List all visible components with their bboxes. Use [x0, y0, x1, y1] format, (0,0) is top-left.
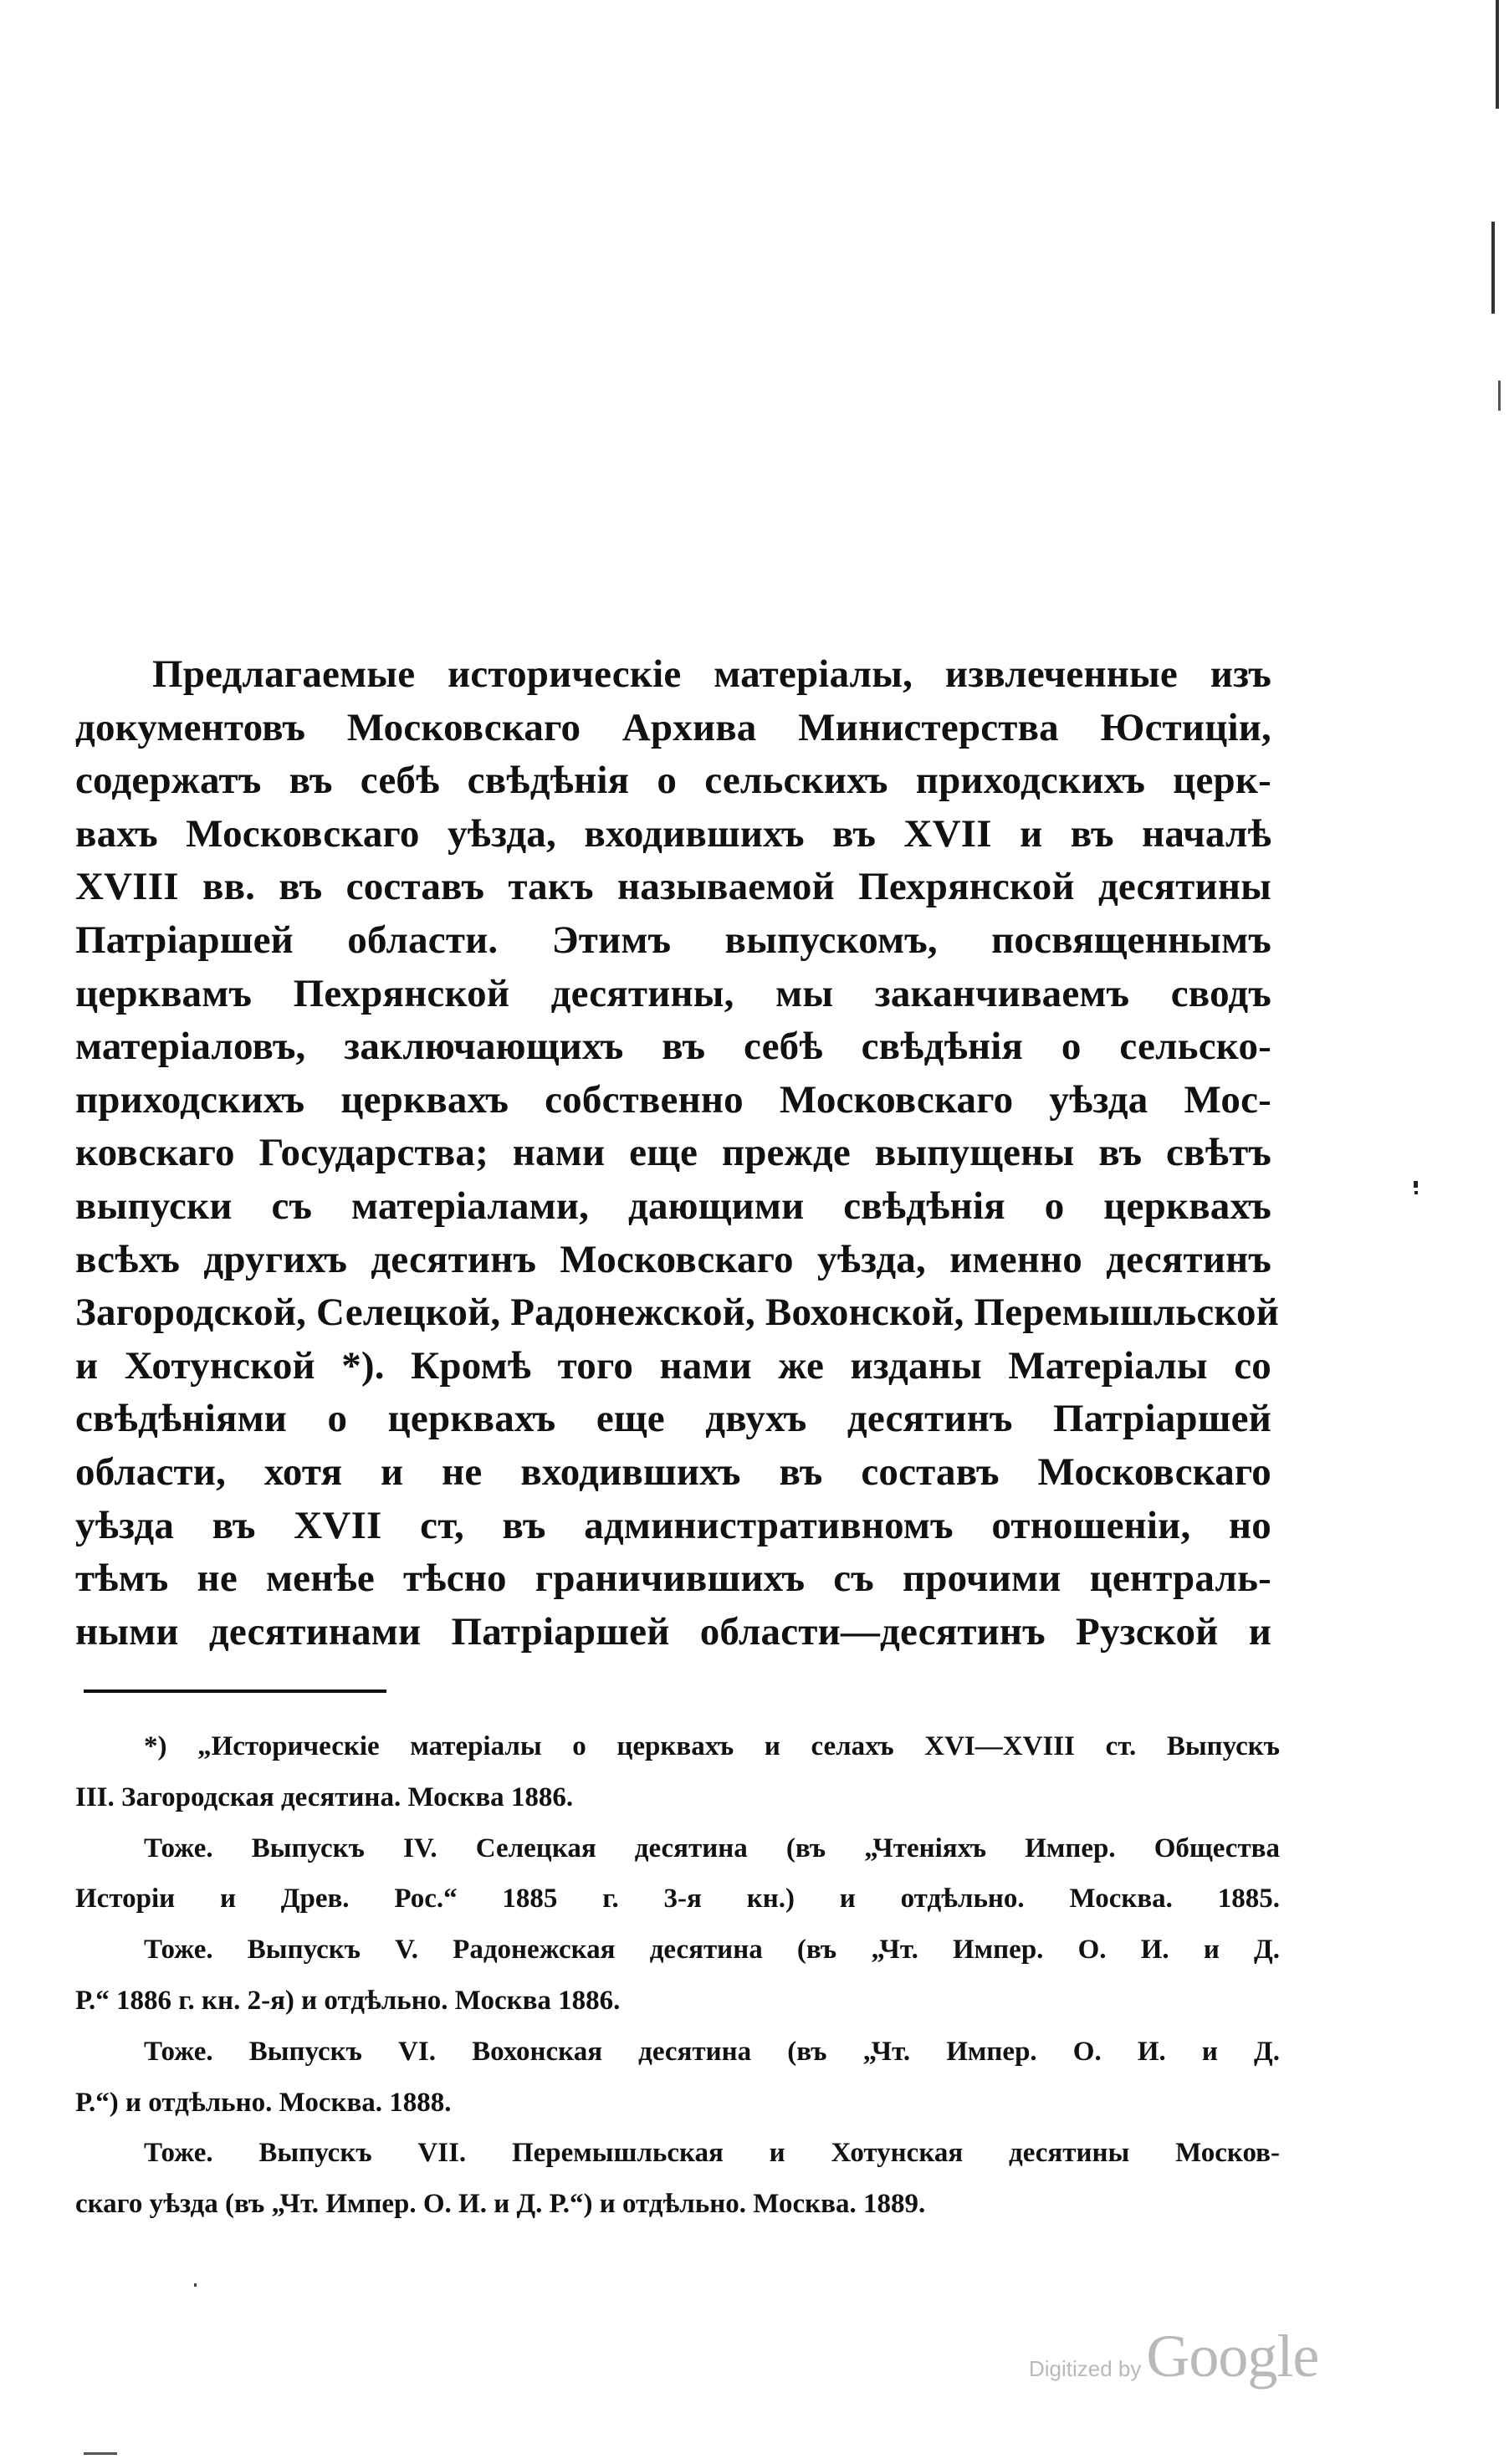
- scan-speck: [194, 2283, 197, 2287]
- watermark-brand: Google: [1146, 2323, 1319, 2390]
- text-line: Загородской, Селецкой, Радонежской, Вохонской, Перемышльской: [75, 1291, 1280, 1335]
- footnote-line: III. Загородская десятина. Москва 1886.: [75, 1782, 574, 1812]
- footnote-line: Тоже. Выпускъ VI. Вохонская десятина (въ „Чт. Импер. О. И. и Д.: [144, 2036, 1280, 2067]
- text-line: области, хотя и не входившихъ въ составъ Московскаго: [75, 1449, 1271, 1494]
- text-line: XVIII вв. въ составъ такъ называемой Пехрянской десятины: [75, 865, 1271, 909]
- scan-speck: [1414, 1181, 1418, 1188]
- scan-edge-mark: [1496, 0, 1499, 109]
- text-line: всѣхъ другихъ десятинъ Московскаго уѣзда, именно десятинъ: [75, 1237, 1271, 1281]
- footnote-line: Р.“ 1886 г. кн. 2-я) и отдѣльно. Москва 1886.: [75, 1985, 621, 2016]
- footnote-separator: [84, 1690, 386, 1693]
- main-paragraph: [75, 648, 1280, 1659]
- text-line: содержатъ въ себѣ свѣдѣнія о сельскихъ приходскихъ церк-: [75, 759, 1271, 803]
- footnote-line: Р.“) и отдѣльно. Москва. 1888.: [75, 2087, 452, 2118]
- text-line: тѣмъ не менѣе тѣсно граничившихъ съ прочими централь-: [75, 1557, 1271, 1601]
- watermark-prefix: Digitized by: [1029, 2356, 1142, 2381]
- text-line: свѣдѣніями о церквахъ еще двухъ десятинъ Патріаршей: [75, 1397, 1271, 1441]
- scan-edge-mark: [1491, 222, 1495, 314]
- text-line: и Хотунской *). Кромѣ того нами же изданы Матеріалы со: [75, 1343, 1271, 1388]
- text-line: ными десятинами Патріаршей области—десятинъ Рузской и: [75, 1609, 1271, 1654]
- text-line: Патріаршей области. Этимъ выпускомъ, посвященнымъ: [75, 918, 1271, 962]
- footnote-line: *) „Историческіе матеріалы о церквахъ и селахъ XVI—XVIII ст. Выпускъ: [144, 1731, 1280, 1761]
- text-line: выпуски съ матеріалами, дающими свѣдѣнія о церквахъ: [75, 1183, 1271, 1228]
- footnote-line: Тоже. Выпускъ VII. Перемышльская и Хотунская десятины Москов-: [144, 2138, 1280, 2169]
- text-line: приходскихъ церквахъ собственно Московскаго уѣзда Мос-: [75, 1077, 1271, 1122]
- scan-edge-mark: [84, 2452, 117, 2455]
- text-line: вахъ Московскаго уѣзда, входившихъ въ XVII и въ началѣ: [75, 811, 1271, 856]
- text-line: ковскаго Государства; нами еще прежде выпущены въ свѣтъ: [75, 1131, 1271, 1175]
- footnote-line: Тоже. Выпускъ V. Радонежская десятина (въ „Чт. Импер. О. И. и Д.: [144, 1935, 1280, 1966]
- text-line: матеріаловъ, заключающихъ въ себѣ свѣдѣнія о сельско-: [75, 1025, 1271, 1069]
- text-line: церквамъ Пехрянской десятины, мы заканчиваемъ сводъ: [75, 971, 1271, 1015]
- footnotes: [75, 1721, 1280, 2230]
- footnote-line: скаго уѣзда (въ „Чт. Импер. О. И. и Д. Р.“) и отдѣльно. Москва. 1889.: [75, 2189, 926, 2220]
- scan-edge-mark: [1498, 381, 1501, 411]
- scan-speck: [1414, 1191, 1418, 1194]
- footnote-line: Тоже. Выпускъ IV. Селецкая десятина (въ „Чтеніяхъ Импер. Общества: [144, 1833, 1280, 1863]
- text-line: уѣзда въ XVII ст, въ административномъ отношеніи, но: [75, 1503, 1271, 1547]
- digitized-watermark: [1029, 2322, 1318, 2389]
- text-line: документовъ Московскаго Архива Министерства Юстиціи,: [75, 705, 1271, 749]
- text-line: Предлагаемые историческіе матеріалы, извлеченные изъ: [152, 652, 1271, 696]
- footnote-line: Исторіи и Древ. Рос.“ 1885 г. 3-я кн.) и отдѣльно. Москва. 1885.: [75, 1884, 1280, 1914]
